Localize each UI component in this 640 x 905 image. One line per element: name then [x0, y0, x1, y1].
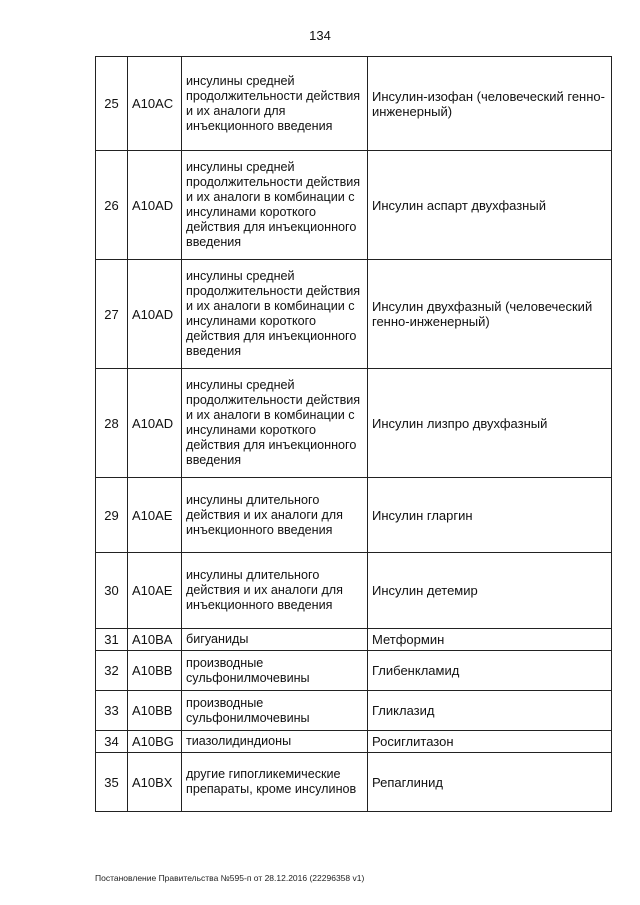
atc-code: A10AC — [128, 57, 182, 151]
table-row — [96, 369, 612, 478]
atc-code: A10AD — [128, 151, 182, 260]
row-number: 25 — [96, 57, 128, 151]
table-row — [96, 629, 612, 651]
atc-code: A10AD — [128, 369, 182, 478]
row-number: 34 — [96, 731, 128, 753]
table-row — [96, 57, 612, 151]
drug-group: инсулины средней продолжительности действия и их аналоги в комбинации с инсулинами короткого действия для инъекционного введения — [182, 151, 368, 260]
drug-name: Инсулин детемир — [368, 553, 612, 629]
drug-group: инсулины длительного действия и их аналоги для инъекционного введения — [182, 553, 368, 629]
drug-name: Инсулин двухфазный (человеческий генно-инженерный) — [368, 260, 612, 369]
row-number: 29 — [96, 478, 128, 553]
drug-group: инсулины средней продолжительности действия и их аналоги в комбинации с инсулинами короткого действия для инъекционного введения — [182, 369, 368, 478]
row-number: 26 — [96, 151, 128, 260]
atc-code: A10BG — [128, 731, 182, 753]
row-number: 32 — [96, 651, 128, 691]
atc-code: A10BA — [128, 629, 182, 651]
drug-group: тиазолидиндионы — [182, 731, 368, 753]
table-row — [96, 731, 612, 753]
drug-name: Глибенкламид — [368, 651, 612, 691]
atc-code: A10AE — [128, 478, 182, 553]
row-number: 30 — [96, 553, 128, 629]
drug-name: Инсулин-изофан (человеческий генно-инженерный) — [368, 57, 612, 151]
page-number: 134 — [309, 28, 331, 43]
document-footer: Постановление Правительства №595-п от 28.12.2016 (22296358 v1) — [95, 873, 365, 883]
drug-group: инсулины длительного действия и их аналоги для инъекционного введения — [182, 478, 368, 553]
table-row — [96, 260, 612, 369]
drug-name: Инсулин гларгин — [368, 478, 612, 553]
drug-group: бигуаниды — [182, 629, 368, 651]
drug-group: производные сульфонилмочевины — [182, 651, 368, 691]
drug-name: Инсулин аспарт двухфазный — [368, 151, 612, 260]
table-row — [96, 478, 612, 553]
row-number: 27 — [96, 260, 128, 369]
atc-code: A10AD — [128, 260, 182, 369]
row-number: 28 — [96, 369, 128, 478]
drug-table — [95, 56, 612, 812]
drug-group: инсулины средней продолжительности действия и их аналоги для инъекционного введения — [182, 57, 368, 151]
table-row — [96, 151, 612, 260]
drug-name: Росиглитазон — [368, 731, 612, 753]
atc-code: A10BB — [128, 651, 182, 691]
drug-group: инсулины средней продолжительности действия и их аналоги в комбинации с инсулинами короткого действия для инъекционного введения — [182, 260, 368, 369]
drug-name: Метформин — [368, 629, 612, 651]
drug-name: Инсулин лизпро двухфазный — [368, 369, 612, 478]
drug-group: другие гипогликемические препараты, кроме инсулинов — [182, 753, 368, 812]
atc-code: A10BX — [128, 753, 182, 812]
row-number: 31 — [96, 629, 128, 651]
table-row — [96, 553, 612, 629]
atc-code: A10BB — [128, 691, 182, 731]
table-row — [96, 753, 612, 812]
row-number: 33 — [96, 691, 128, 731]
drug-name: Репаглинид — [368, 753, 612, 812]
drug-name: Гликлазид — [368, 691, 612, 731]
atc-code: A10AE — [128, 553, 182, 629]
table-row — [96, 691, 612, 731]
table-row — [96, 651, 612, 691]
row-number: 35 — [96, 753, 128, 812]
drug-group: производные сульфонилмочевины — [182, 691, 368, 731]
